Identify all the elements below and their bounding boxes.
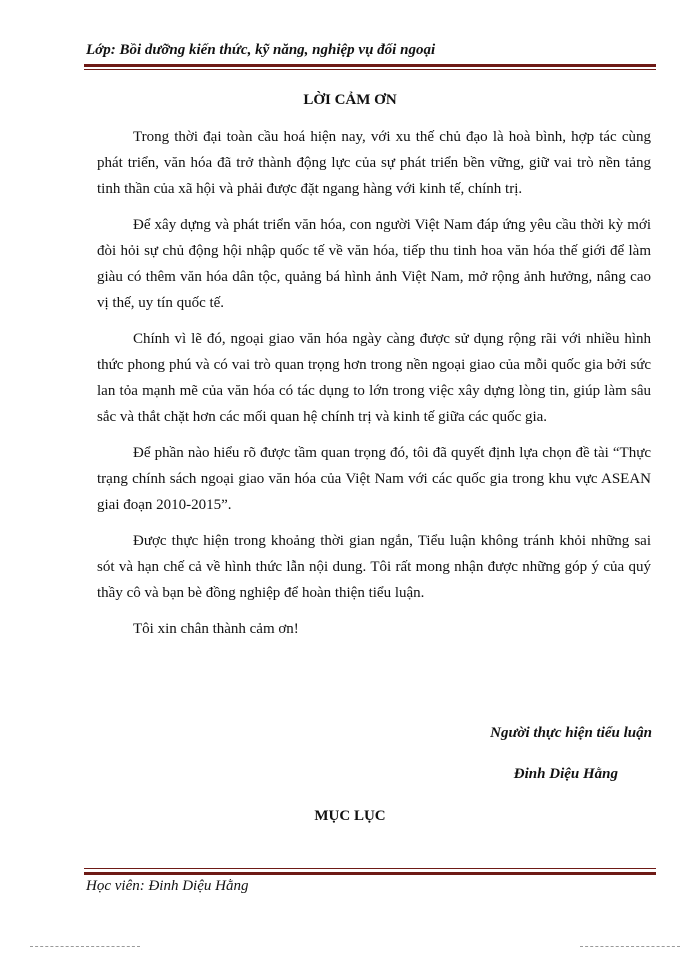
- footer-student: Học viên: Đinh Diệu Hằng: [86, 878, 249, 894]
- signature-name: Đinh Diệu Hằng: [513, 766, 618, 782]
- page-title: LỜI CẢM ƠN: [303, 92, 397, 108]
- header-rule-thin: [84, 69, 656, 70]
- header-course-title: Lớp: Bồi dưỡng kiến thức, kỹ năng, nghiệp vụ đối ngoại: [86, 42, 436, 58]
- header-rule-thick: [84, 64, 656, 67]
- paragraph: Để xây dựng và phát triển văn hóa, con người Việt Nam đáp ứng yêu cầu thời kỳ mới đòi hỏi sự chủ động hội nhập quốc tế về văn hóa, tiếp thu tinh hoa văn hóa thế giới để làm giàu có thêm văn hóa dân tộc, quảng bá hình ảnh Việt Nam, mở rộng ảnh hưởng, nâng cao vị thế, uy tín quốc tế.: [97, 217, 651, 311]
- paragraph: Để phần nào hiểu rõ được tầm quan trọng đó, tôi đã quyết định lựa chọn đề tài “Thực trạng chính sách ngoại giao văn hóa của Việt Nam với các quốc gia trong khu vực ASEAN giai đoạn 2010-2015”.: [97, 445, 651, 513]
- thanks-line: Tôi xin chân thành cảm ơn!: [133, 621, 299, 637]
- corner-mark-left: [30, 946, 140, 947]
- toc-title: MỤC LỤC: [314, 808, 386, 824]
- signature-role: Người thực hiện tiểu luận: [490, 725, 652, 741]
- paragraph: Được thực hiện trong khoảng thời gian ngắn, Tiểu luận không tránh khỏi những sai sót và hạn chế cả về hình thức lẫn nội dung. Tôi rất mong nhận được những góp ý của quý thầy cô và bạn bè đồng nghiệp để hoàn thiện tiểu luận.: [97, 533, 651, 601]
- corner-mark-right: [580, 946, 680, 947]
- footer-rule-thin: [84, 868, 656, 869]
- body-text: [97, 124, 651, 652]
- footer-rule-thick: [84, 872, 656, 875]
- paragraph: Chính vì lẽ đó, ngoại giao văn hóa ngày càng được sử dụng rộng rãi với nhiều hình thức phong phú và có vai trò quan trọng hơn trong nền ngoại giao của mỗi quốc gia bởi sức lan tỏa mạnh mẽ của văn hóa có tác dụng to lớn trong việc xây dựng lòng tin, giúp làm sâu sắc và thắt chặt hơn các mối quan hệ chính trị và kinh tế giữa các quốc gia.: [97, 331, 651, 425]
- paragraph: Trong thời đại toàn cầu hoá hiện nay, với xu thế chủ đạo là hoà bình, hợp tác cùng phát triển, văn hóa đã trở thành động lực của sự phát triển bền vững, giữ vai trò nền tảng tinh thần của xã hội và phải được đặt ngang hàng với kinh tế, chính trị.: [97, 129, 651, 197]
